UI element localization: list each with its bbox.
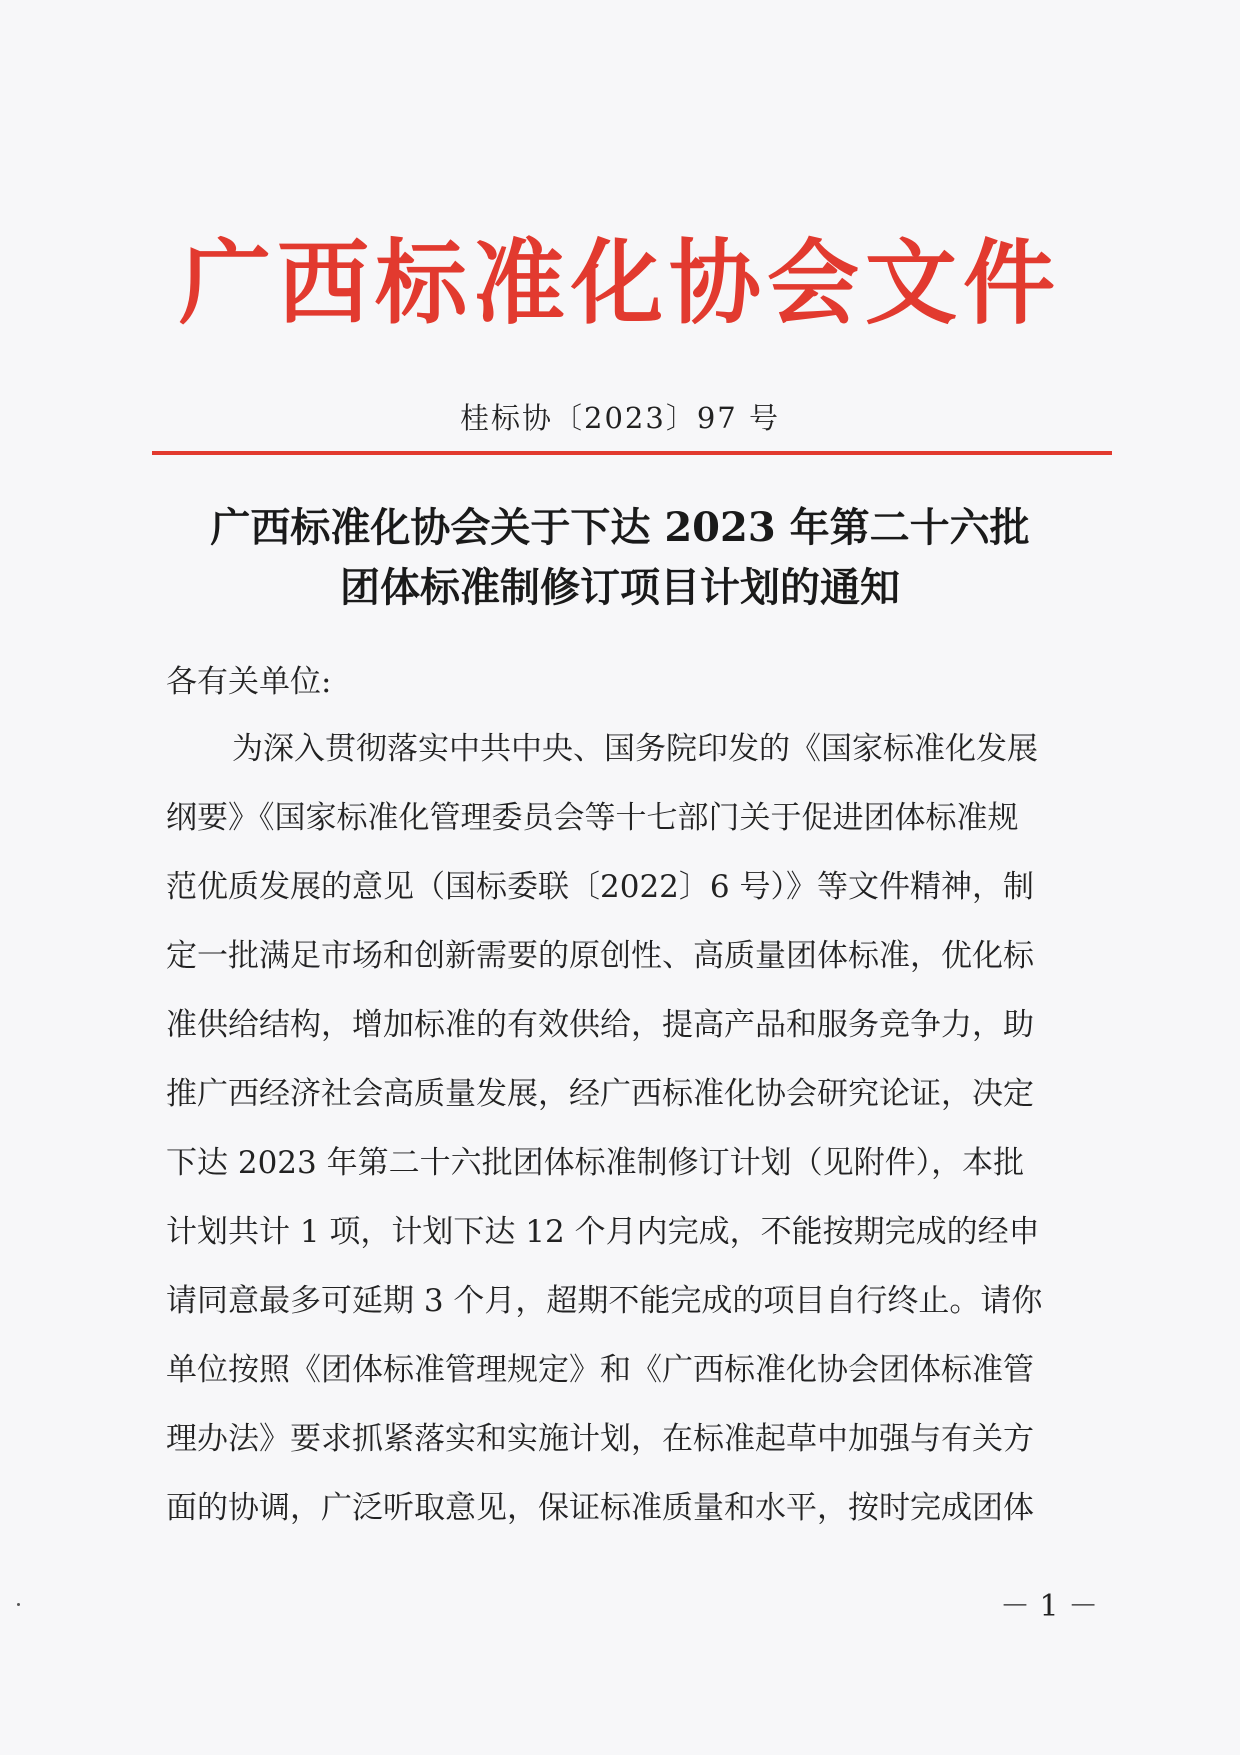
- masthead-title: 广西标准化协会文件: [178, 229, 1061, 337]
- notice-title: [0, 498, 1240, 618]
- document-number: 桂标协〔2023〕97 号: [460, 401, 780, 435]
- salutation: 各有关单位:: [166, 664, 332, 700]
- body-line: 理办法》要求抓紧落实和实施计划，在标准起草中加强与有关方: [166, 1421, 1034, 1457]
- body-line: 推广西经济社会高质量发展，经广西标准化协会研究论证，决定: [166, 1076, 1034, 1112]
- notice-body: [166, 727, 1086, 1555]
- scan-speck: [17, 1603, 20, 1606]
- notice-title-line-1: 广西标准化协会关于下达 2023 年第二十六批: [210, 504, 1030, 551]
- body-line: 单位按照《团体标准管理规定》和《广西标准化协会团体标准管: [166, 1352, 1034, 1388]
- body-line: 计划共计 1 项，计划下达 12 个月内完成，不能按期完成的经申: [166, 1214, 1040, 1250]
- body-line: 范优质发展的意见（国标委联〔2022〕6 号）》等文件精神，制: [166, 869, 1034, 905]
- body-line: 定一批满足市场和创新需要的原创性、高质量团体标准，优化标: [166, 938, 1034, 974]
- red-divider-rule: [152, 451, 1112, 455]
- body-line: 下达 2023 年第二十六批团体标准制修订计划（见附件），本批: [166, 1145, 1025, 1181]
- body-line: 请同意最多可延期 3 个月，超期不能完成的项目自行终止。请你: [166, 1283, 1043, 1319]
- body-line: 纲要》《国家标准化管理委员会等十七部门关于促进团体标准规: [166, 800, 1019, 836]
- body-line: 为深入贯彻落实中共中央、国务院印发的《国家标准化发展: [232, 731, 1038, 767]
- body-line: 准供给结构，增加标准的有效供给，提高产品和服务竞争力，助: [166, 1007, 1034, 1043]
- page-number: － 1 －: [1000, 1589, 1099, 1624]
- body-line: 面的协调，广泛听取意见，保证标准质量和水平，按时完成团体: [166, 1490, 1034, 1526]
- notice-title-line-2: 团体标准制修订项目计划的通知: [340, 564, 900, 611]
